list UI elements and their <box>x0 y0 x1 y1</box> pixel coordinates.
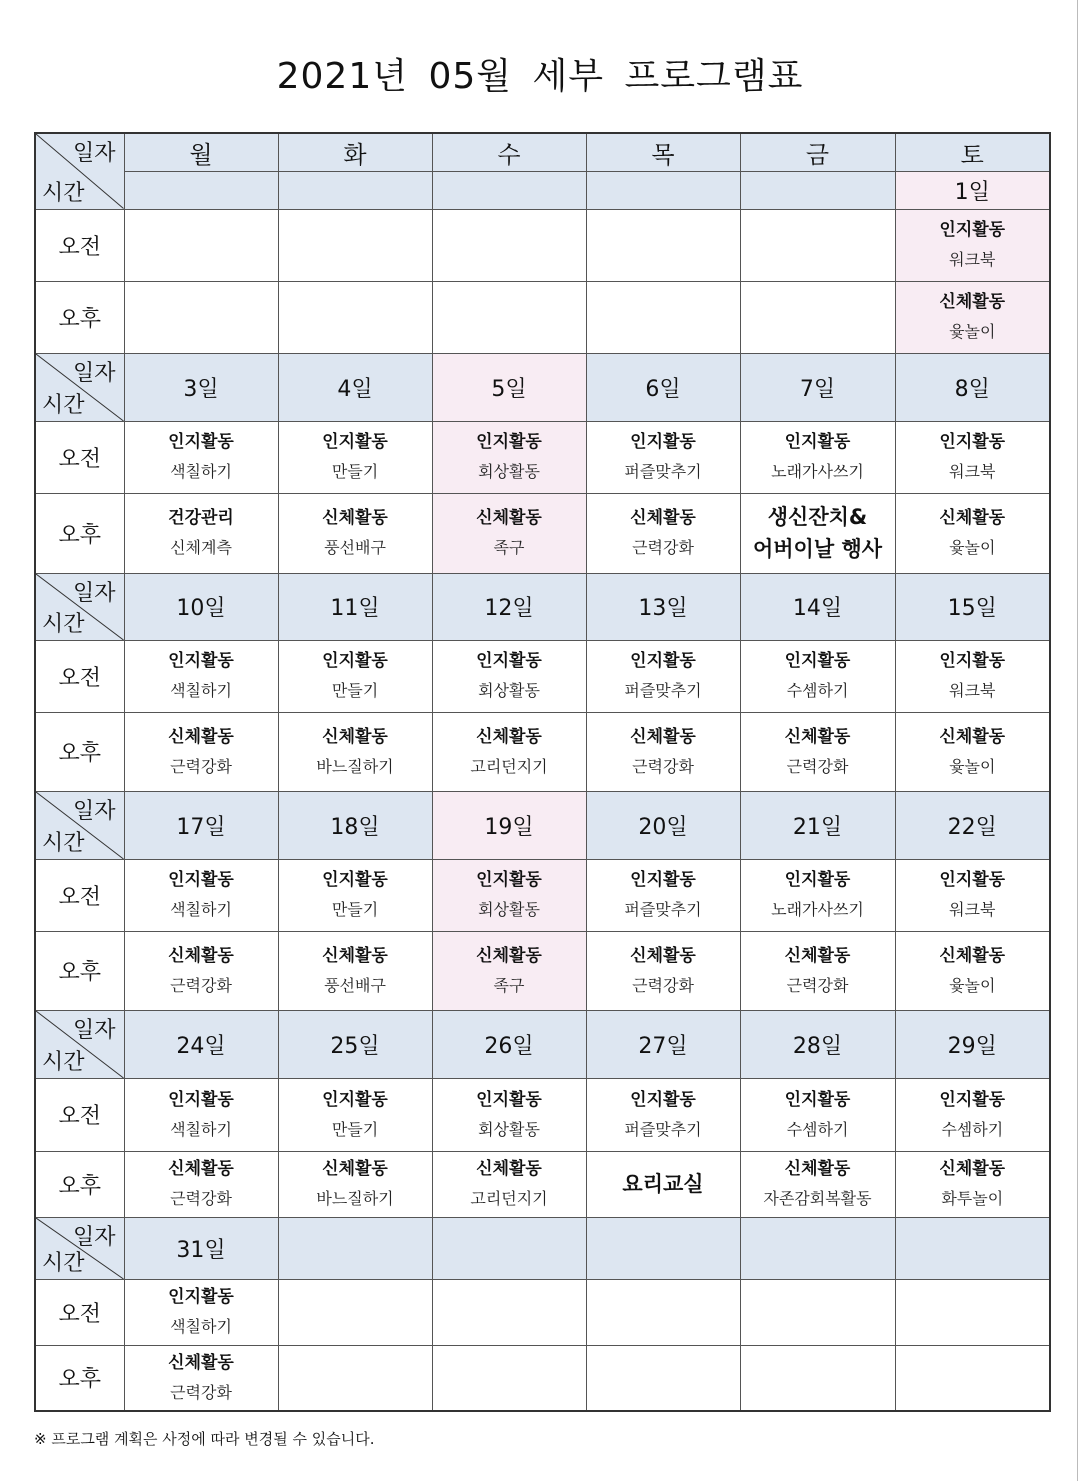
activity-cell <box>895 493 1050 573</box>
activity-category: 신체활동 <box>168 1352 234 1373</box>
page-edge <box>1077 0 1078 1481</box>
activity-cell <box>124 931 278 1010</box>
date-cell <box>278 171 432 209</box>
activity-category: 건강관리 <box>168 508 234 528</box>
activity-cell <box>124 421 278 493</box>
activity-category: 인지활동 <box>168 870 234 890</box>
activity-cell <box>278 281 432 353</box>
activity-detail: 근력강화 <box>170 975 232 995</box>
activity-detail: 워크북 <box>949 681 996 700</box>
am-row <box>35 209 1050 281</box>
activity-detail: 화투놀이 <box>941 1189 1004 1208</box>
date-cell <box>432 171 586 209</box>
activity-detail: 근력강화 <box>632 538 694 557</box>
corner-header <box>35 573 124 640</box>
activity-category: 인지활동 <box>784 870 851 890</box>
date-cell: 14일 <box>740 573 895 640</box>
activity-category: 신체활동 <box>939 726 1006 747</box>
day-name: 금 <box>740 133 895 171</box>
special-event-label: 요리교실 <box>622 1172 704 1196</box>
activity-cell <box>740 1078 895 1151</box>
activity-detail: 색칠하기 <box>170 1119 232 1139</box>
time-label-pm: 오후 <box>35 931 124 1010</box>
day-name: 토 <box>895 133 1050 171</box>
activity-category: 인지활동 <box>322 1089 388 1110</box>
date-cell: 19일 <box>432 791 586 859</box>
date-row <box>35 353 1050 421</box>
activity-category: 인지활동 <box>939 870 1006 890</box>
activity-cell <box>432 1151 586 1217</box>
activity-category: 인지활동 <box>939 220 1006 240</box>
activity-detail: 노래가사쓰기 <box>771 900 864 919</box>
pm-row <box>35 493 1050 573</box>
time-label-am: 오전 <box>35 859 124 931</box>
date-cell: 20일 <box>586 791 740 859</box>
activity-cell <box>586 209 740 281</box>
activity-detail: 만들기 <box>331 1119 379 1139</box>
activity-detail: 회상활동 <box>478 900 540 919</box>
activity-cell <box>895 859 1050 931</box>
activity-cell <box>895 931 1050 1010</box>
activity-cell <box>432 281 586 353</box>
activity-detail: 족구 <box>493 975 525 995</box>
am-row <box>35 859 1050 931</box>
activity-cell <box>740 209 895 281</box>
activity-detail: 고리던지기 <box>470 756 548 776</box>
corner-label-date: 일자 <box>72 1224 116 1250</box>
date-cell <box>278 1217 432 1279</box>
corner-header <box>35 353 124 421</box>
date-cell <box>740 171 895 209</box>
activity-category: 인지활동 <box>630 870 696 890</box>
activity-detail: 만들기 <box>331 681 379 700</box>
activity-cell <box>278 859 432 931</box>
activity-cell <box>586 281 740 353</box>
activity-cell <box>586 859 740 931</box>
activity-category: 신체활동 <box>939 1159 1006 1179</box>
date-cell: 10일 <box>124 573 278 640</box>
corner-label-date: 일자 <box>72 360 116 386</box>
activity-category: 인지활동 <box>476 651 542 671</box>
corner-header <box>35 133 124 209</box>
activity-cell <box>740 1345 895 1411</box>
corner-label-time: 시간 <box>42 830 85 856</box>
activity-detail: 수셈하기 <box>786 681 849 700</box>
activity-cell <box>586 640 740 712</box>
activity-category: 인지활동 <box>784 432 851 452</box>
activity-category: 신체활동 <box>168 1159 234 1179</box>
date-cell <box>895 1217 1050 1279</box>
activity-cell <box>586 1078 740 1151</box>
activity-cell <box>432 209 586 281</box>
time-label-am: 오전 <box>35 640 124 712</box>
activity-category: 신체활동 <box>476 945 542 966</box>
activity-detail: 색칠하기 <box>170 1317 232 1336</box>
time-label-am: 오전 <box>35 421 124 493</box>
activity-category: 신체활동 <box>476 726 542 747</box>
activity-detail: 만들기 <box>331 462 379 481</box>
activity-cell <box>124 281 278 353</box>
activity-category: 신체활동 <box>630 945 696 966</box>
activity-cell <box>895 1279 1050 1345</box>
activity-category: 인지활동 <box>168 432 234 452</box>
activity-cell <box>432 1078 586 1151</box>
activity-detail: 색칠하기 <box>170 681 232 700</box>
activity-detail: 근력강화 <box>632 975 694 995</box>
activity-category: 인지활동 <box>168 1089 234 1110</box>
activity-category: 인지활동 <box>784 1089 851 1110</box>
activity-cell <box>432 493 586 573</box>
activity-cell <box>895 1345 1050 1411</box>
time-label-am: 오전 <box>35 1279 124 1345</box>
pm-row <box>35 281 1050 353</box>
date-row <box>35 1217 1050 1279</box>
date-cell: 22일 <box>895 791 1050 859</box>
activity-cell <box>740 859 895 931</box>
activity-cell <box>586 493 740 573</box>
activity-cell <box>740 493 895 573</box>
time-label-pm: 오후 <box>35 1151 124 1217</box>
date-row <box>35 1010 1050 1078</box>
corner-label-date: 일자 <box>72 141 116 166</box>
day-header-row <box>35 133 1050 171</box>
am-row <box>35 640 1050 712</box>
activity-detail: 윷놀이 <box>949 538 996 557</box>
activity-detail: 퍼즐맞추기 <box>624 462 702 481</box>
date-cell: 11일 <box>278 573 432 640</box>
activity-cell <box>278 1078 432 1151</box>
activity-cell <box>895 421 1050 493</box>
activity-category: 인지활동 <box>784 651 851 671</box>
date-cell: 29일 <box>895 1010 1050 1078</box>
activity-cell <box>124 712 278 791</box>
date-cell <box>432 1217 586 1279</box>
activity-detail: 워크북 <box>949 462 996 481</box>
pm-row <box>35 712 1050 791</box>
activity-category: 인지활동 <box>630 432 696 452</box>
activity-cell <box>895 281 1050 353</box>
activity-detail: 퍼즐맞추기 <box>624 1119 702 1139</box>
activity-cell <box>124 493 278 573</box>
activity-category: 신체활동 <box>630 726 696 747</box>
time-label-pm: 오후 <box>35 712 124 791</box>
activity-cell <box>278 421 432 493</box>
day-name: 수 <box>432 133 586 171</box>
date-cell: 31일 <box>124 1217 278 1279</box>
date-cell: 7일 <box>740 353 895 421</box>
activity-cell <box>124 1279 278 1345</box>
time-label-pm: 오후 <box>35 1345 124 1411</box>
activity-cell <box>586 1345 740 1411</box>
activity-category: 인지활동 <box>168 1287 234 1307</box>
corner-label-time: 시간 <box>42 1049 85 1075</box>
activity-cell <box>432 712 586 791</box>
date-cell: 15일 <box>895 573 1050 640</box>
day-name: 목 <box>586 133 740 171</box>
activity-category: 인지활동 <box>476 870 542 890</box>
activity-category: 신체활동 <box>939 292 1006 312</box>
activity-detail: 노래가사쓰기 <box>771 462 864 481</box>
date-cell: 25일 <box>278 1010 432 1078</box>
activity-detail: 근력강화 <box>170 1189 232 1208</box>
activity-cell <box>895 712 1050 791</box>
activity-detail: 수셈하기 <box>786 1119 849 1139</box>
corner-label-date: 일자 <box>72 580 116 606</box>
date-cell <box>586 171 740 209</box>
activity-detail: 윷놀이 <box>949 322 996 341</box>
corner-label-date: 일자 <box>72 798 116 824</box>
activity-cell <box>740 1151 895 1217</box>
activity-category: 인지활동 <box>476 432 542 452</box>
activity-cell <box>124 640 278 712</box>
activity-category: 신체활동 <box>322 726 388 747</box>
date-cell: 26일 <box>432 1010 586 1078</box>
activity-cell <box>740 281 895 353</box>
activity-category: 신체활동 <box>939 508 1006 528</box>
corner-label-date: 일자 <box>72 1017 116 1043</box>
activity-detail: 만들기 <box>331 900 379 919</box>
activity-detail: 퍼즐맞추기 <box>624 900 702 919</box>
activity-cell <box>124 1151 278 1217</box>
activity-category: 인지활동 <box>630 1089 696 1110</box>
activity-cell <box>124 859 278 931</box>
activity-cell <box>432 859 586 931</box>
date-cell <box>740 1217 895 1279</box>
activity-cell <box>586 931 740 1010</box>
activity-detail: 윷놀이 <box>949 975 996 995</box>
activity-cell <box>740 421 895 493</box>
date-row <box>35 573 1050 640</box>
activity-detail: 풍선배구 <box>324 538 386 557</box>
special-event-label: 생신잔치& <box>767 505 868 529</box>
time-label-pm: 오후 <box>35 493 124 573</box>
activity-cell <box>278 640 432 712</box>
activity-cell <box>278 1279 432 1345</box>
activity-detail: 근력강화 <box>632 756 694 776</box>
activity-detail: 근력강화 <box>786 756 849 776</box>
date-cell: 17일 <box>124 791 278 859</box>
activity-category: 인지활동 <box>322 870 388 890</box>
pm-row <box>35 1345 1050 1411</box>
date-cell: 6일 <box>586 353 740 421</box>
activity-detail: 바느질하기 <box>316 756 394 776</box>
activity-cell <box>740 640 895 712</box>
activity-category: 신체활동 <box>939 945 1006 966</box>
activity-detail: 윷놀이 <box>949 756 996 776</box>
activity-detail: 색칠하기 <box>170 900 232 919</box>
date-cell: 5일 <box>432 353 586 421</box>
activity-detail: 회상활동 <box>478 681 540 700</box>
activity-category: 신체활동 <box>322 508 388 528</box>
am-row <box>35 1279 1050 1345</box>
activity-category: 인지활동 <box>939 1089 1006 1110</box>
activity-cell <box>124 1345 278 1411</box>
activity-cell <box>586 1151 740 1217</box>
activity-cell <box>740 712 895 791</box>
special-event-label: 어버이날 행사 <box>752 537 883 561</box>
am-row <box>35 1078 1050 1151</box>
activity-cell <box>586 421 740 493</box>
activity-category: 인지활동 <box>476 1089 542 1110</box>
am-row <box>35 421 1050 493</box>
activity-cell <box>895 209 1050 281</box>
activity-category: 신체활동 <box>168 726 234 747</box>
corner-header <box>35 791 124 859</box>
activity-detail: 바느질하기 <box>316 1189 394 1208</box>
date-cell: 8일 <box>895 353 1050 421</box>
corner-header <box>35 1217 124 1279</box>
footnote: ※ 프로그램 계획은 사정에 따라 변경될 수 있습니다. <box>34 1430 375 1448</box>
activity-category: 신체활동 <box>322 1159 388 1179</box>
activity-detail: 워크북 <box>949 900 996 919</box>
date-row <box>35 171 1050 209</box>
corner-header <box>35 1010 124 1078</box>
pm-row <box>35 931 1050 1010</box>
activity-category: 신체활동 <box>168 945 234 966</box>
date-cell: 21일 <box>740 791 895 859</box>
date-cell: 4일 <box>278 353 432 421</box>
activity-cell <box>278 1151 432 1217</box>
activity-cell <box>740 931 895 1010</box>
activity-detail: 근력강화 <box>786 975 849 995</box>
activity-cell <box>278 493 432 573</box>
activity-cell <box>278 712 432 791</box>
activity-cell <box>432 1345 586 1411</box>
activity-category: 신체활동 <box>784 945 851 966</box>
activity-cell <box>124 209 278 281</box>
date-cell <box>586 1217 740 1279</box>
activity-cell <box>895 1078 1050 1151</box>
activity-cell <box>895 1151 1050 1217</box>
activity-category: 신체활동 <box>630 508 696 528</box>
activity-cell <box>895 640 1050 712</box>
date-cell <box>124 171 278 209</box>
activity-cell <box>278 209 432 281</box>
activity-category: 신체활동 <box>476 1159 542 1179</box>
activity-cell <box>432 640 586 712</box>
activity-cell <box>278 1345 432 1411</box>
activity-cell <box>278 931 432 1010</box>
activity-detail: 신체계측 <box>170 538 232 557</box>
activity-category: 신체활동 <box>476 508 542 528</box>
date-cell: 1일 <box>895 171 1050 209</box>
activity-detail: 자존감회복활동 <box>763 1189 872 1208</box>
page-title: 2021년 05월 세부 프로그램표 <box>276 56 804 97</box>
date-cell: 18일 <box>278 791 432 859</box>
activity-category: 신체활동 <box>784 726 851 747</box>
date-cell: 27일 <box>586 1010 740 1078</box>
activity-detail: 풍선배구 <box>324 975 386 995</box>
corner-label-time: 시간 <box>42 1250 85 1276</box>
activity-category: 신체활동 <box>784 1159 851 1179</box>
date-cell: 12일 <box>432 573 586 640</box>
activity-category: 인지활동 <box>168 651 234 671</box>
activity-detail: 족구 <box>493 538 525 557</box>
day-name: 월 <box>124 133 278 171</box>
activity-detail: 회상활동 <box>478 462 540 481</box>
corner-label-time: 시간 <box>42 611 85 637</box>
corner-label-time: 시간 <box>42 392 85 418</box>
activity-detail: 고리던지기 <box>470 1189 548 1208</box>
activity-detail: 근력강화 <box>170 756 232 776</box>
activity-category: 인지활동 <box>630 651 696 671</box>
activity-cell <box>432 931 586 1010</box>
date-cell: 24일 <box>124 1010 278 1078</box>
activity-cell <box>432 421 586 493</box>
activity-cell <box>124 1078 278 1151</box>
activity-cell <box>586 1279 740 1345</box>
activity-category: 인지활동 <box>939 432 1006 452</box>
activity-detail: 워크북 <box>949 250 996 269</box>
time-label-pm: 오후 <box>35 281 124 353</box>
activity-category: 신체활동 <box>322 945 388 966</box>
date-cell: 28일 <box>740 1010 895 1078</box>
activity-cell <box>740 1279 895 1345</box>
time-label-am: 오전 <box>35 209 124 281</box>
date-row <box>35 791 1050 859</box>
day-name: 화 <box>278 133 432 171</box>
activity-category: 인지활동 <box>322 651 388 671</box>
activity-category: 인지활동 <box>939 651 1006 671</box>
date-cell: 3일 <box>124 353 278 421</box>
activity-detail: 회상활동 <box>478 1119 540 1139</box>
activity-detail: 퍼즐맞추기 <box>624 681 702 700</box>
pm-row <box>35 1151 1050 1217</box>
activity-detail: 근력강화 <box>170 1382 232 1402</box>
activity-cell <box>586 712 740 791</box>
date-cell: 13일 <box>586 573 740 640</box>
corner-label-time: 시간 <box>42 180 85 206</box>
activity-detail: 수셈하기 <box>941 1119 1004 1139</box>
activity-detail: 색칠하기 <box>170 462 232 481</box>
activity-cell <box>432 1279 586 1345</box>
time-label-am: 오전 <box>35 1078 124 1151</box>
activity-category: 인지활동 <box>322 432 388 452</box>
schedule-table <box>34 132 1051 1412</box>
